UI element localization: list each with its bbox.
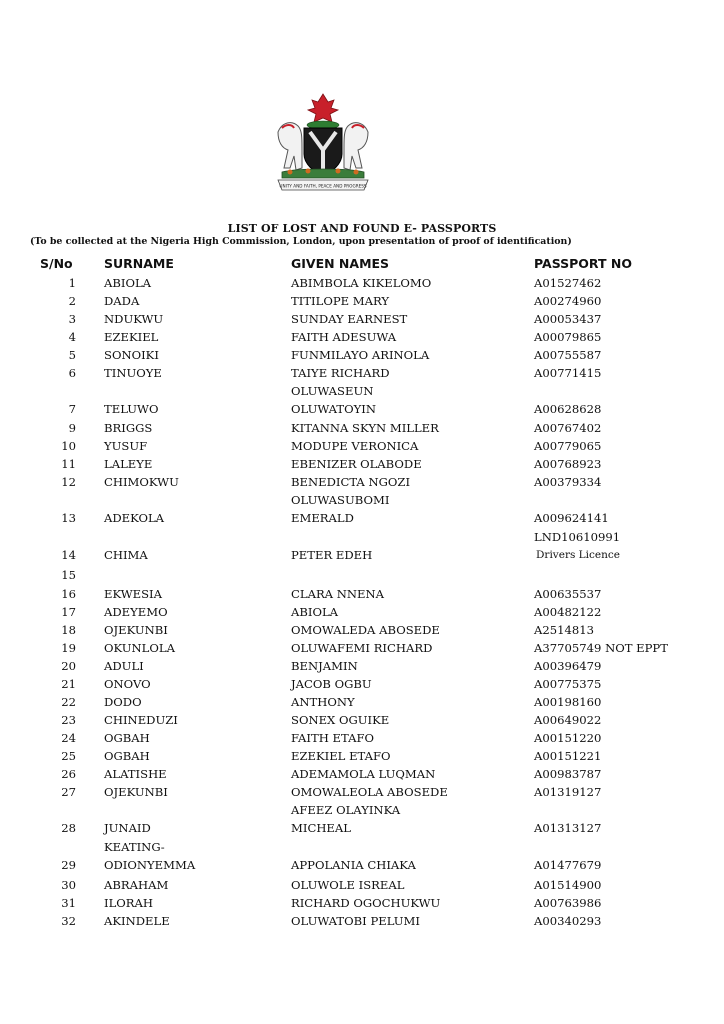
row-surname-text: EKWESIA [104,587,162,601]
row-sn [40,819,76,837]
row-given-names [291,585,384,603]
row-surname [104,328,158,346]
row-given-names-text: OLUWATOBI PELUMI [291,914,420,928]
row-passport-no [534,310,601,328]
row-passport-no-text: LND10610991 [534,530,621,544]
row-given-names [291,473,410,491]
row-sn-text: 9 [68,421,76,435]
table-row [0,382,724,418]
row-given-names [291,693,355,711]
row-surname-line-1: KEATING- [104,840,165,854]
row-passport-no-text: A01514900 [534,878,602,892]
row-sn-text: 22 [61,695,76,709]
row-sn [40,585,76,603]
row-given-names [291,657,358,675]
row-sn-text: 1 [68,276,76,290]
row-passport-no [534,603,601,621]
row-sn-text: 23 [61,713,76,727]
row-surname-text: SONOIKI [104,348,159,362]
row-given-names-text: SONEX OGUIKE [291,713,390,727]
header-surname: SURNAME [104,256,174,271]
row-surname [104,364,162,382]
row-passport-no-text: A00628628 [534,402,602,416]
row-passport-no-text: A00053437 [534,312,602,326]
crest-motto: UNITY AND FAITH, PEACE AND PROGRESS [279,183,367,189]
row-passport-no-text: A01313127 [534,821,602,835]
row-sn [40,894,76,912]
row-given-names [291,856,416,874]
row-sn-text: 21 [61,677,76,691]
row-given-names-text: ANTHONY [291,695,355,709]
row-surname [104,639,175,657]
row-given-names [291,546,372,564]
row-passport-no [534,528,620,564]
row-given-names-line-2: MICHEAL [291,821,351,836]
row-surname [104,437,147,455]
row-given-names [291,876,404,894]
row-passport-no-text: A00198160 [534,695,602,709]
row-given-names-text: ABIMBOLA KIKELOMO [291,276,432,290]
row-sn-text: 20 [61,659,76,673]
row-surname-text: AKINDELE [104,914,170,928]
row-surname [104,711,178,729]
row-surname [104,400,158,418]
row-sn-text: 15 [61,568,76,582]
row-given-names [291,364,390,382]
row-passport-no-text: A00635537 [534,587,602,601]
row-surname [104,509,164,527]
row-given-names [291,639,432,657]
row-passport-no [534,585,601,603]
row-passport-no-text: A2514813 [534,623,595,637]
row-given-names [291,455,422,473]
row-passport-no-text: A009624141 [534,511,609,525]
row-surname-text: DODO [104,695,142,709]
row-sn-text: 14 [61,548,76,562]
row-given-names-text: ABIOLA [291,605,339,619]
row-passport-no-text: A00151220 [534,731,602,745]
row-sn [40,603,76,621]
row-passport-no [534,856,601,874]
row-passport-no [534,274,601,292]
row-surname-text: ONOVO [104,677,151,691]
row-given-names-text: EBENIZER OLABODE [291,457,422,471]
row-surname [104,894,153,912]
row-surname-text: LALEYE [104,457,153,471]
row-sn-text: 32 [61,914,76,928]
row-given-names [291,274,431,292]
row-passport-no-text: A00755587 [534,348,602,362]
table-row [0,912,724,948]
row-sn-text: 27 [61,785,76,799]
header-passport-no: PASSPORT NO [534,256,632,271]
row-surname-text: OJEKUNBI [104,623,168,637]
table-row [0,838,724,874]
row-passport-no [534,473,601,491]
row-passport-no [534,819,601,837]
table-row [0,528,724,564]
row-sn [40,856,76,874]
row-surname-text: ALATISHE [104,767,167,781]
row-surname-text: ABIOLA [104,276,152,290]
row-sn [40,711,76,729]
row-sn [40,274,76,292]
row-passport-no-text: A00151221 [534,749,602,763]
row-given-names [291,292,389,310]
row-given-names-text: FAITH ETAFO [291,731,375,745]
row-given-names [291,747,391,765]
row-passport-no [534,675,601,693]
row-passport-no-text: A00079865 [534,330,602,344]
row-sn [40,729,76,747]
row-passport-no [534,419,601,437]
row-sn-text: 24 [61,731,76,745]
row-passport-no-text: A00396479 [534,659,602,673]
row-sn-text: 16 [61,587,76,601]
row-sn-text: 28 [61,821,76,835]
row-sn [40,419,76,437]
row-passport-no [534,657,601,675]
row-passport-no [534,509,609,527]
row-sn [40,693,76,711]
row-passport-no-text: A01319127 [534,785,602,799]
row-passport-no [534,292,601,310]
row-passport-no [534,437,601,455]
row-sn-text: 10 [61,439,76,453]
row-passport-no-text: A00775375 [534,677,602,691]
row-surname-text: EZEKIEL [104,330,159,344]
row-surname [104,747,150,765]
row-given-names-line-2: OLUWATOYIN [291,402,377,417]
row-given-names-text: MODUPE VERONICA [291,439,419,453]
row-passport-no-text: A00771415 [534,366,602,380]
row-given-names-text: OLUWAFEMI RICHARD [291,641,433,655]
row-sn [40,473,76,491]
row-passport-no-text: A00340293 [534,914,602,928]
row-surname-text: BRIGGS [104,421,153,435]
row-surname-text: NDUKWU [104,312,164,326]
row-sn-text: 3 [68,312,76,326]
row-surname [104,765,167,783]
row-given-names-text: RICHARD OGOCHUKWU [291,896,441,910]
row-passport-no-text: A00379334 [534,475,602,489]
row-sn [40,509,76,527]
row-sn-text: 19 [61,641,76,655]
row-given-names-text: BENJAMIN [291,659,358,673]
row-surname [104,783,168,801]
row-sn-text: 29 [61,858,76,872]
row-given-names [291,783,448,801]
row-given-names-text: OMOWALEOLA ABOSEDE [291,785,448,799]
row-passport-no-text: A00768923 [534,457,602,471]
row-sn-text: 2 [68,294,76,308]
row-surname [104,455,152,473]
row-passport-no [534,400,601,418]
row-surname-text: DADA [104,294,140,308]
row-given-names [291,729,374,747]
row-passport-no-text: A00983787 [534,767,602,781]
row-given-names [291,419,439,437]
row-sn [40,546,76,564]
row-surname [104,603,168,621]
row-sn [40,346,76,364]
row-surname [104,729,150,747]
nigeria-coat-of-arms-icon [268,92,378,200]
row-given-names [291,437,418,455]
row-sn-text: 26 [61,767,76,781]
row-passport-no [534,783,601,801]
row-surname-text: TELUWO [104,402,159,416]
row-sn [40,328,76,346]
row-sn [40,783,76,801]
table-row [0,491,724,527]
row-sn [40,400,76,418]
row-given-names [291,894,440,912]
row-given-names-text: OMOWALEDA ABOSEDE [291,623,440,637]
row-given-names-line-1: OLUWASUBOMI [291,493,390,507]
row-sn-text: 7 [68,402,76,416]
row-surname [104,912,170,930]
row-sn [40,566,76,584]
row-sn [40,292,76,310]
row-surname-text: OGBAH [104,731,150,745]
row-surname [104,585,162,603]
row-given-names [291,912,420,930]
row-given-names [291,382,376,418]
row-sn [40,621,76,639]
row-surname-text: CHIMOKWU [104,475,179,489]
row-given-names-text: ADEMAMOLA LUQMAN [291,767,436,781]
document-title: LIST OF LOST AND FOUND E- PASSPORTS [227,222,497,235]
row-passport-no-text: A00779065 [534,439,602,453]
row-given-names [291,711,389,729]
row-sn [40,437,76,455]
row-sn [40,639,76,657]
table-row [0,801,724,837]
row-surname-text: CHIMA [104,548,148,562]
row-sn-text: 17 [61,605,76,619]
row-passport-no [534,747,601,765]
row-sn-text: 12 [61,475,76,489]
row-given-names-text: KITANNA SKYN MILLER [291,421,439,435]
row-sn-text: 18 [61,623,76,637]
row-sn-text: 6 [68,366,76,380]
row-sn-text: 13 [61,511,76,525]
row-passport-no-text: A00482122 [534,605,602,619]
row-given-names-line-1: OLUWASEUN [291,384,374,398]
row-surname [104,346,159,364]
row-passport-no [534,693,601,711]
row-surname [104,876,168,894]
row-sn-text: 5 [68,348,76,362]
row-given-names [291,491,389,527]
row-surname [104,473,179,491]
row-surname-text: ADULI [104,659,144,673]
row-given-names-text: OLUWOLE ISREAL [291,878,405,892]
row-sn [40,765,76,783]
row-sn [40,657,76,675]
row-given-names [291,310,407,328]
row-sn-text: 31 [61,896,76,910]
row-given-names [291,621,440,639]
row-surname [104,310,163,328]
row-given-names-text: TAIYE RICHARD [291,366,390,380]
row-surname [104,675,151,693]
header-sn: S/No [40,256,73,271]
row-surname [104,621,168,639]
row-sn-text: 11 [61,457,76,471]
row-sn [40,876,76,894]
row-given-names-text: EZEKIEL ETAFO [291,749,391,763]
row-given-names-text: PETER EDEH [291,548,373,562]
row-surname [104,292,139,310]
row-sn [40,310,76,328]
row-passport-note: Drivers Licence [536,549,620,562]
row-passport-no [534,346,601,364]
row-given-names-line-1: AFEEZ OLAYINKA [291,803,401,817]
row-passport-no [534,328,601,346]
row-surname [104,546,148,564]
row-given-names-text: JACOB OGBU [291,677,372,691]
row-passport-no-text: A37705749 NOT EPPT [534,641,668,655]
row-surname-text: ADEKOLA [104,511,165,525]
row-sn-text: 4 [68,330,76,344]
row-passport-no [534,364,601,382]
row-sn [40,747,76,765]
row-surname-text: OGBAH [104,749,150,763]
row-passport-no-text: A00763986 [534,896,602,910]
document-subtitle: (To be collected at the Nigeria High Commission, London, upon presentation of proof of identification) [30,236,572,247]
row-given-names-text: FUNMILAYO ARINOLA [291,348,430,362]
row-sn [40,675,76,693]
row-passport-no [534,765,601,783]
row-sn-text: 30 [61,878,76,892]
row-passport-no [534,894,601,912]
row-given-names [291,675,372,693]
row-given-names [291,765,435,783]
row-surname-text: CHINEDUZI [104,713,178,727]
row-given-names [291,603,338,621]
row-surname [104,838,195,874]
row-passport-no [534,876,601,894]
row-surname [104,693,142,711]
row-surname-text: JUNAID [104,821,151,835]
row-passport-no-text: A01477679 [534,858,602,872]
row-sn [40,455,76,473]
row-passport-no-text: A00274960 [534,294,602,308]
row-given-names-text: TITILOPE MARY [291,294,390,308]
row-given-names [291,346,429,364]
row-passport-no-text: A01527462 [534,276,602,290]
row-passport-no [534,711,601,729]
row-sn-text: 25 [61,749,76,763]
row-passport-no [534,912,601,930]
row-surname-text: YUSUF [104,439,148,453]
row-given-names-text: CLARA NNENA [291,587,384,601]
row-passport-no-text: A00767402 [534,421,602,435]
row-surname-text: OKUNLOLA [104,641,175,655]
row-surname [104,657,144,675]
row-surname [104,419,152,437]
row-given-names-text: APPOLANIA CHIAKA [291,858,416,872]
row-given-names [291,328,396,346]
row-passport-no [534,639,668,657]
row-given-names-text: BENEDICTA NGOZI [291,475,411,489]
row-surname-text: ABRAHAM [104,878,169,892]
row-surname-text: TINUOYE [104,366,162,380]
row-surname [104,274,151,292]
row-passport-no-text: A00649022 [534,713,602,727]
row-given-names-text: FAITH ADESUWA [291,330,397,344]
row-given-names [291,801,400,837]
header-given-names: GIVEN NAMES [291,256,390,271]
row-passport-no [534,455,601,473]
row-passport-no [534,621,594,639]
row-sn [40,912,76,930]
row-given-names-text: SUNDAY EARNEST [291,312,408,326]
row-surname-text: ADEYEMO [104,605,168,619]
row-surname [104,819,151,837]
row-sn [40,364,76,382]
row-surname-text: OJEKUNBI [104,785,168,799]
row-surname-line-2: ODIONYEMMA [104,858,196,873]
row-given-names-line-2: EMERALD [291,511,354,526]
row-surname-text: ILORAH [104,896,153,910]
row-passport-no [534,729,601,747]
